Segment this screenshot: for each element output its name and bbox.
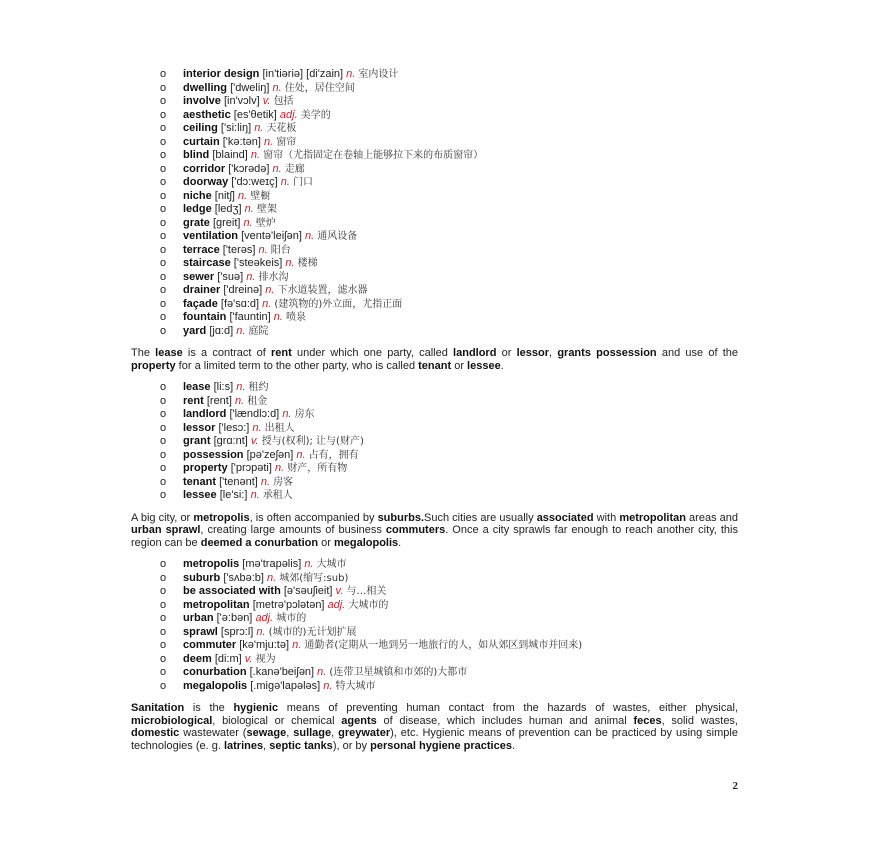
bullet-icon: o: [160, 558, 167, 570]
keyword: rent: [271, 347, 292, 359]
paragraph-text: is the: [184, 702, 234, 714]
vocab-list-interior: [131, 68, 738, 338]
vocab-translation: 大城市的: [348, 599, 389, 611]
vocab-term: metropolitan: [183, 598, 250, 611]
vocab-term: dwelling: [183, 81, 227, 94]
vocab-item: [131, 435, 738, 449]
vocab-translation: 门口: [292, 177, 313, 188]
vocab-translation: (城市的)无计划扩展: [268, 626, 357, 638]
paragraph-text: or: [318, 536, 334, 549]
vocab-translation: 通勤者(定期从一地到另一地旅行的人，如从郊区到城市并回来): [304, 640, 583, 651]
vocab-translation: 壁橱: [250, 190, 271, 202]
paragraph-text: . Once a city sprawls far enough to reach another city, this region can be: [131, 524, 738, 549]
vocab-part-of-speech: n.: [304, 558, 314, 570]
vocab-translation: 走廊: [284, 163, 305, 175]
vocab-translation: 庭院: [248, 325, 269, 337]
vocab-item: [131, 449, 738, 463]
vocab-term: blind: [183, 149, 210, 161]
paragraph-text: The: [131, 347, 156, 359]
paragraph-text: , biological or chemical: [212, 714, 342, 727]
vocab-term: property: [183, 462, 228, 474]
vocab-phonetic: [greit]: [212, 216, 241, 229]
bullet-icon: o: [160, 216, 167, 229]
bullet-icon: o: [160, 639, 167, 651]
vocab-term: niche: [183, 189, 212, 202]
vocab-item: [131, 653, 738, 667]
vocab-phonetic: [nitʃ]: [214, 189, 235, 202]
vocab-phonetic: [in'vɔlv]: [223, 95, 260, 107]
vocab-item: [131, 136, 738, 150]
bullet-icon: o: [160, 625, 167, 638]
vocab-phonetic: ['terəs]: [222, 243, 256, 256]
paragraph-text: areas and: [685, 511, 739, 524]
vocab-part-of-speech: n.: [280, 176, 290, 188]
vocab-item: [131, 572, 738, 586]
bullet-icon: o: [160, 81, 167, 94]
vocab-translation: 租约: [248, 382, 269, 393]
vocab-item: [131, 298, 738, 312]
keyword: lease: [155, 347, 183, 359]
bullet-icon: o: [160, 421, 167, 434]
vocab-translation: 通风设备: [317, 231, 358, 242]
vocab-item: [131, 462, 738, 476]
paragraph-text: ,: [286, 727, 294, 739]
bullet-icon: o: [160, 122, 167, 134]
paragraph-text: .: [398, 536, 402, 549]
bullet-icon: o: [160, 135, 167, 148]
vocab-translation: 壁炉: [255, 217, 276, 229]
bullet-icon: o: [160, 612, 167, 624]
vocab-translation: 财产，所有物: [287, 463, 348, 474]
vocab-term: commuter: [183, 639, 237, 651]
vocab-translation: 房客: [273, 476, 294, 488]
vocab-part-of-speech: adj.: [255, 612, 274, 624]
paragraph-metropolis: [131, 512, 738, 550]
paragraph-text: or: [451, 359, 468, 372]
vocab-term: corridor: [183, 162, 226, 175]
vocab-translation: 城郊(缩写:sub): [279, 572, 349, 584]
vocab-part-of-speech: v.: [262, 95, 271, 107]
vocab-part-of-speech: adj.: [327, 598, 346, 611]
vocab-item: [131, 558, 738, 572]
bullet-icon: o: [160, 394, 167, 407]
vocab-term: urban: [183, 612, 214, 624]
bullet-icon: o: [160, 679, 167, 692]
vocab-translation: 房东: [294, 409, 315, 420]
vocab-phonetic: ['dweliŋ]: [230, 81, 270, 94]
vocab-translation: 美学的: [300, 109, 331, 121]
vocab-item: [131, 325, 738, 339]
vocab-item: [131, 666, 738, 680]
vocab-item: [131, 284, 738, 298]
bullet-icon: o: [160, 585, 167, 597]
vocab-item: [131, 217, 738, 231]
vocab-phonetic: ['si:liŋ]: [220, 122, 252, 134]
vocab-part-of-speech: v.: [335, 585, 344, 597]
vocab-translation: 天花板: [266, 123, 297, 134]
vocab-part-of-speech: n.: [252, 421, 262, 434]
vocab-part-of-speech: n.: [262, 297, 272, 310]
vocab-phonetic: ['kə:tən]: [222, 135, 261, 148]
vocab-term: lessee: [183, 489, 217, 501]
paragraph-text: Such cities are usually: [424, 511, 537, 524]
vocab-translation: 阳台: [270, 244, 291, 256]
vocab-item: [131, 230, 738, 244]
vocab-translation: (连带卫星城镇和市郊的)大都市: [329, 667, 468, 678]
vocab-translation: 视为: [255, 653, 276, 665]
vocab-part-of-speech: n.: [256, 625, 266, 638]
bullet-icon: o: [160, 297, 167, 310]
vocab-item: [131, 311, 738, 325]
vocab-translation: 与…相关: [346, 586, 387, 597]
vocab-part-of-speech: v.: [244, 652, 253, 665]
paragraph-text: ), or by: [332, 739, 371, 752]
vocab-part-of-speech: n.: [254, 122, 264, 134]
vocab-part-of-speech: n.: [265, 284, 275, 296]
paragraph-text: A big city, or: [131, 511, 194, 524]
vocab-phonetic: [fə'sɑ:d]: [220, 297, 260, 310]
vocab-item: [131, 489, 738, 503]
bullet-icon: o: [160, 189, 167, 202]
vocab-term: sprawl: [183, 625, 218, 638]
vocab-term: tenant: [183, 475, 216, 488]
vocab-term: terrace: [183, 243, 220, 256]
bullet-icon: o: [160, 270, 167, 283]
keyword: microbiological: [131, 714, 213, 727]
keyword: hygienic: [233, 702, 279, 714]
keyword: tenant: [418, 359, 452, 372]
vocab-part-of-speech: n.: [267, 571, 277, 584]
vocab-phonetic: ['prɔpəti]: [230, 462, 272, 474]
vocab-translation: 特大城市: [335, 680, 376, 692]
keyword: urban sprawl: [131, 524, 201, 536]
vocab-part-of-speech: n.: [250, 489, 260, 501]
bullet-icon: o: [160, 108, 167, 121]
page-number: 2: [732, 780, 738, 792]
vocab-part-of-speech: n.: [272, 162, 282, 175]
keyword: agents: [341, 714, 377, 727]
keyword: commuters: [385, 524, 446, 536]
vocab-term: metropolis: [183, 558, 240, 570]
vocab-term: yard: [183, 324, 207, 337]
vocab-term: sewer: [183, 270, 215, 283]
vocab-phonetic: ['dreinə]: [223, 284, 263, 296]
vocab-phonetic: [li:s]: [213, 381, 234, 393]
bullet-icon: o: [160, 652, 167, 665]
vocab-term: ventilation: [183, 230, 239, 242]
vocab-term: lease: [183, 381, 211, 393]
keyword: lessor: [516, 347, 550, 359]
vocab-list-city: [131, 558, 738, 693]
vocab-term: rent: [183, 394, 204, 407]
keyword: metropolis: [193, 511, 250, 524]
vocab-phonetic: ['tenənt]: [219, 475, 258, 488]
keyword: deemed a conurbation: [200, 536, 319, 549]
paragraph-text: , is often accompanied by: [249, 511, 378, 524]
vocab-translation: 承租人: [262, 490, 293, 501]
vocab-translation: 窗帘: [276, 136, 297, 148]
bullet-icon: o: [160, 462, 167, 474]
vocab-item: [131, 626, 738, 640]
keyword: metropolitan: [619, 511, 686, 524]
vocab-term: possession: [183, 448, 244, 461]
vocab-part-of-speech: n.: [258, 243, 268, 256]
bullet-icon: o: [160, 149, 167, 161]
bullet-icon: o: [160, 324, 167, 337]
vocab-translation: (建筑物的)外立面，尤指正面: [274, 298, 403, 310]
vocab-translation: 包括: [273, 96, 294, 107]
vocab-translation: 下水道装置，滤水器: [277, 285, 368, 296]
vocab-item: [131, 95, 738, 109]
vocab-item: [131, 395, 738, 409]
vocab-item: [131, 163, 738, 177]
vocab-item: [131, 585, 738, 599]
bullet-icon: o: [160, 598, 167, 611]
vocab-term: staircase: [183, 257, 231, 269]
vocab-phonetic: [di:m]: [214, 652, 242, 665]
vocab-part-of-speech: n.: [236, 324, 246, 337]
bullet-icon: o: [160, 230, 167, 242]
vocab-part-of-speech: n.: [236, 381, 246, 393]
keyword: sullage: [293, 727, 332, 739]
paragraph-text: , solid wastes,: [661, 714, 738, 727]
vocab-phonetic: ['lesɔ:]: [218, 421, 250, 434]
vocab-phonetic: [mə'trapəlis]: [242, 558, 302, 570]
vocab-translation: 窗帘（尤指固定在卷轴上能够拉下来的布质窗帘）: [263, 150, 484, 161]
vocab-phonetic: [jɑ:d]: [209, 324, 234, 337]
vocab-term: ceiling: [183, 122, 218, 134]
bullet-icon: o: [160, 311, 167, 323]
vocab-part-of-speech: n.: [246, 270, 256, 283]
vocab-phonetic: [le'si:]: [219, 489, 248, 501]
bullet-icon: o: [160, 489, 167, 501]
vocab-term: fountain: [183, 311, 227, 323]
vocab-phonetic: [.migə'lapələs]: [250, 679, 321, 692]
vocab-term: suburb: [183, 571, 221, 584]
vocab-phonetic: [ledʒ]: [214, 203, 242, 215]
vocab-phonetic: ['steəkeis]: [233, 257, 283, 269]
vocab-phonetic: [grɑ:nt]: [213, 435, 248, 447]
paragraph-text: .: [500, 359, 504, 372]
paragraph-text: ,: [549, 347, 558, 359]
paragraph-text: .: [511, 739, 516, 752]
vocab-item: [131, 639, 738, 653]
vocab-translation: 楼梯: [297, 258, 318, 269]
bullet-icon: o: [160, 666, 167, 678]
vocab-part-of-speech: adj.: [279, 108, 298, 121]
vocab-phonetic: [kə'mju:tə]: [239, 639, 290, 651]
vocab-part-of-speech: n.: [285, 257, 295, 269]
paragraph-text: wastewater (: [179, 727, 247, 739]
keyword: personal hygiene practices: [370, 739, 512, 752]
bullet-icon: o: [160, 284, 167, 296]
paragraph-text: under which one party, called: [291, 347, 454, 359]
vocab-phonetic: ['kɔrədə]: [228, 162, 270, 175]
bullet-icon: o: [160, 475, 167, 488]
vocab-item: [131, 203, 738, 217]
keyword: domestic: [131, 727, 180, 739]
keyword: property: [131, 359, 176, 372]
vocab-term: landlord: [183, 408, 227, 420]
bullet-icon: o: [160, 435, 167, 447]
vocab-translation: 城市的: [276, 613, 307, 624]
bullet-icon: o: [160, 162, 167, 175]
keyword: lessee: [467, 359, 501, 372]
paragraph-text: ), etc. Hygienic means of prevention can be practiced by using simple technologies (e. g.: [131, 727, 738, 752]
bullet-icon: o: [160, 408, 167, 420]
vocab-term: conurbation: [183, 666, 247, 678]
vocab-phonetic: ['fauntin]: [229, 311, 271, 323]
vocab-phonetic: [rent]: [206, 394, 232, 407]
keyword: megalopolis: [333, 536, 399, 549]
bullet-icon: o: [160, 68, 167, 80]
bullet-icon: o: [160, 203, 167, 215]
bullet-icon: o: [160, 243, 167, 256]
paragraph-text: is a contract of: [182, 347, 272, 359]
vocab-term: grant: [183, 435, 211, 447]
vocab-part-of-speech: n.: [264, 135, 274, 148]
keyword: grants possession: [557, 347, 657, 359]
paragraph-text: means of preventing human contact from the hazards of wastes, either physical,: [278, 702, 738, 714]
paragraph-text: for a limited term to the other party, who is called: [175, 359, 419, 372]
keyword: feces: [633, 714, 662, 727]
vocab-item: [131, 109, 738, 123]
vocab-item: [131, 122, 738, 136]
bullet-icon: o: [160, 257, 167, 269]
vocab-phonetic: [metrə'pɔlətən]: [252, 598, 325, 611]
vocab-part-of-speech: n.: [250, 149, 261, 161]
vocab-term: be associated with: [183, 585, 281, 597]
keyword: sewage: [246, 727, 287, 739]
paragraph-text: and use of the: [656, 347, 738, 359]
vocab-item: [131, 257, 738, 271]
vocab-translation: 喷泉: [286, 312, 307, 323]
vocab-phonetic: ['dɔ:weɪç]: [231, 176, 278, 188]
vocab-part-of-speech: n.: [243, 216, 253, 229]
vocab-part-of-speech: n.: [274, 462, 285, 474]
bullet-icon: o: [160, 448, 167, 461]
bullet-icon: o: [160, 381, 167, 393]
vocab-item: [131, 680, 738, 694]
vocab-item: [131, 381, 738, 395]
vocab-term: doorway: [183, 176, 229, 188]
bullet-icon: o: [160, 176, 167, 188]
vocab-phonetic: [ventə'leiʃən]: [241, 230, 302, 242]
vocab-item: [131, 612, 738, 626]
vocab-part-of-speech: n.: [282, 408, 292, 420]
vocab-part-of-speech: n.: [292, 639, 302, 651]
vocab-term: deem: [183, 652, 212, 665]
vocab-term: façade: [183, 297, 218, 310]
vocab-phonetic: ['sʌbə:b]: [223, 571, 264, 584]
vocab-item: [131, 244, 738, 258]
vocab-item: [131, 68, 738, 82]
vocab-phonetic: [.kanə'beiʃən]: [249, 666, 315, 678]
vocab-translation: 租金: [247, 395, 268, 407]
keyword: landlord: [453, 347, 497, 359]
vocab-part-of-speech: n.: [317, 666, 327, 678]
vocab-item: [131, 271, 738, 285]
vocab-item: [131, 476, 738, 490]
vocab-phonetic: ['lændlɔ:d]: [229, 408, 280, 420]
keyword: latrines: [223, 739, 264, 752]
vocab-term: lessor: [183, 421, 216, 434]
bullet-icon: o: [160, 95, 167, 107]
vocab-phonetic: [blaind]: [212, 149, 248, 161]
bullet-icon: o: [160, 571, 167, 584]
vocab-part-of-speech: n.: [346, 68, 356, 80]
vocab-part-of-speech: n.: [272, 81, 282, 94]
vocab-translation: 出租人: [264, 422, 295, 434]
paragraph-text: , creating large amounts of business: [200, 524, 386, 536]
keyword: suburbs.: [377, 511, 425, 524]
vocab-item: [131, 190, 738, 204]
vocab-item: [131, 149, 738, 163]
keyword: Sanitation: [131, 702, 185, 714]
vocab-phonetic: [pə'zeʃən]: [246, 448, 294, 461]
vocab-term: curtain: [183, 135, 220, 148]
vocab-phonetic: [ə'səuʃieit]: [283, 585, 333, 597]
vocab-part-of-speech: n.: [260, 475, 271, 488]
vocab-phonetic: ['suə]: [217, 270, 244, 283]
vocab-phonetic: [es'θetik]: [233, 108, 277, 121]
vocab-part-of-speech: n.: [273, 311, 283, 323]
vocab-part-of-speech: n.: [304, 230, 315, 242]
vocab-item: [131, 176, 738, 190]
vocab-item: [131, 599, 738, 613]
paragraph-text: or: [496, 347, 517, 359]
vocab-phonetic: ['ə:bən]: [216, 612, 253, 624]
vocab-term: drainer: [183, 284, 221, 296]
vocab-translation: 壁架: [256, 204, 277, 215]
vocab-term: involve: [183, 95, 221, 107]
vocab-translation: 占有，拥有: [308, 449, 359, 461]
paragraph-text: with: [593, 511, 620, 524]
vocab-item: [131, 408, 738, 422]
vocab-term: interior design: [183, 68, 260, 80]
vocab-phonetic: [in'tiəriə] [di'zain]: [262, 68, 344, 80]
vocab-item: [131, 422, 738, 436]
vocab-term: aesthetic: [183, 108, 231, 121]
vocab-translation: 室内设计: [358, 69, 399, 80]
vocab-part-of-speech: n.: [238, 189, 248, 202]
paragraph-sanitation: [131, 702, 738, 752]
paragraph-text: ,: [263, 739, 270, 752]
vocab-list-lease: [131, 381, 738, 503]
paragraph-text: of disease, which includes human and animal: [376, 714, 634, 727]
vocab-part-of-speech: v.: [250, 435, 259, 447]
vocab-part-of-speech: n.: [296, 448, 306, 461]
vocab-term: grate: [183, 216, 210, 229]
vocab-part-of-speech: n.: [244, 203, 254, 215]
vocab-translation: 住处，居住空间: [284, 82, 355, 94]
keyword: associated: [536, 511, 594, 524]
vocab-translation: 大城市: [316, 559, 347, 570]
vocab-part-of-speech: n.: [323, 679, 333, 692]
vocab-phonetic: [sprɔ:l]: [220, 625, 254, 638]
keyword: septic tanks: [269, 739, 333, 752]
vocab-translation: 排水沟: [258, 271, 289, 283]
paragraph-lease: [131, 347, 738, 372]
vocab-part-of-speech: n.: [234, 394, 245, 407]
paragraph-text: ,: [331, 727, 339, 739]
vocab-translation: 授与(权利); 让与(财产): [261, 436, 364, 447]
keyword: greywater: [338, 727, 391, 739]
vocab-term: megalopolis: [183, 679, 248, 692]
vocab-item: [131, 82, 738, 96]
vocab-term: ledge: [183, 203, 212, 215]
